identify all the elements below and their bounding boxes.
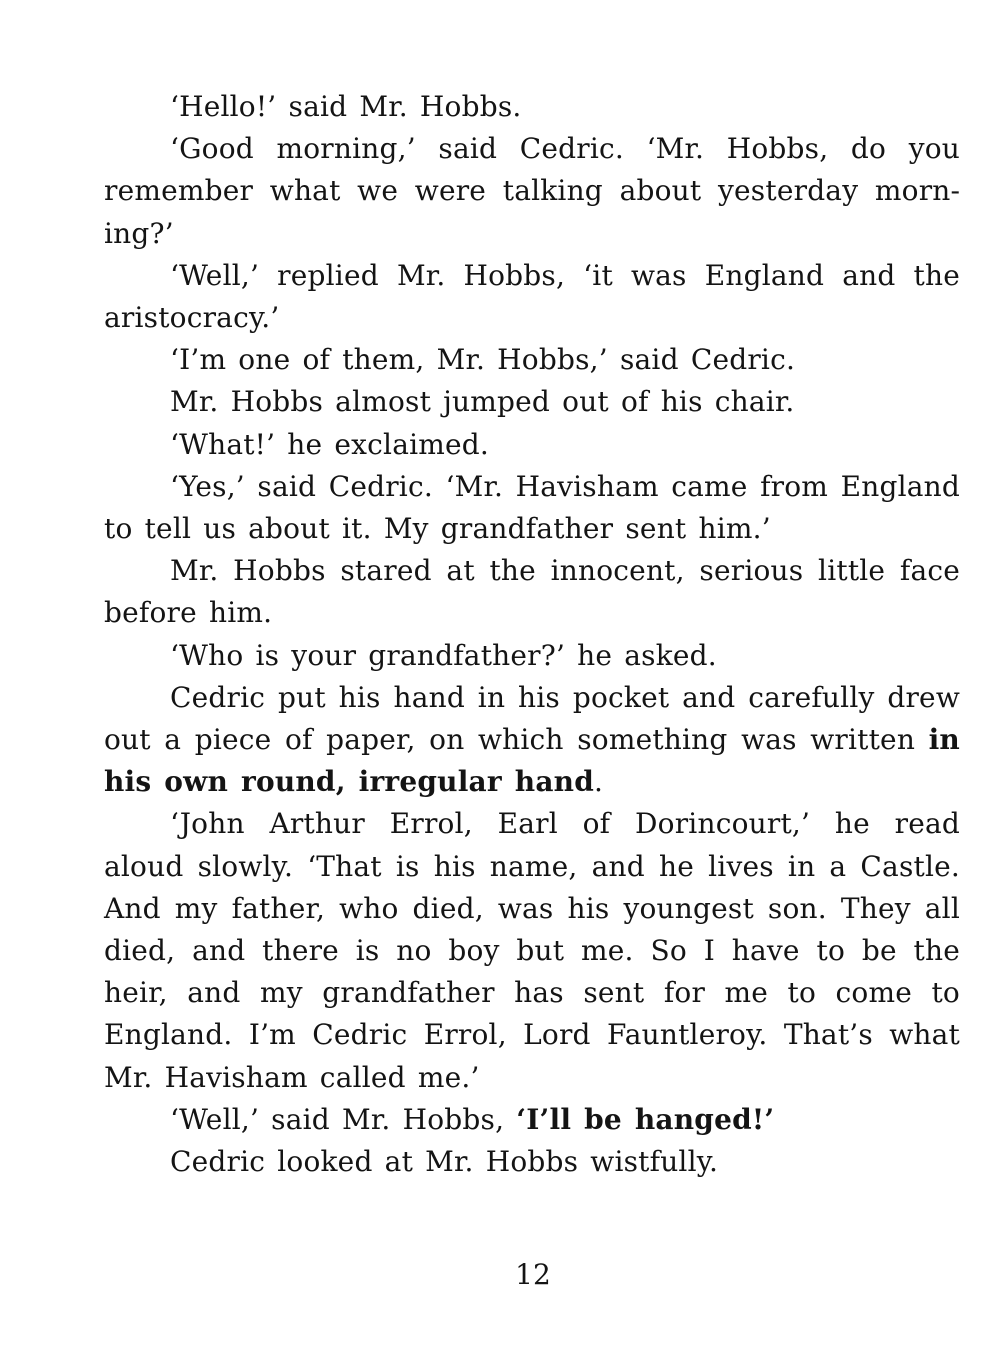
paragraph: ‘Well,’ said Mr. Hobbs, ‘I’ll be hanged!’	[170, 1102, 775, 1136]
paragraph: ‘What!’ he exclaimed.	[170, 427, 490, 461]
paragraph: ‘Hello!’ said Mr. Hobbs.	[170, 90, 522, 123]
paragraph: ‘Well,’ replied Mr. Hobbs, ‘it was England and the aristocracy.’	[104, 258, 960, 335]
paragraph: Cedric put his hand in his pocket and carefully drew out a piece of paper, on which something was written in his own round, irregular hand.	[104, 680, 960, 799]
bold-phrase: ‘I’ll be hanged!’	[516, 1102, 775, 1136]
page-number: 12	[515, 1258, 551, 1291]
bold-phrase: in his own round, irregular hand	[104, 723, 960, 799]
paragraph: Mr. Hobbs stared at the innocent, serious little face before him.	[104, 554, 960, 630]
paragraph: ‘Good morning,’ said Cedric. ‘Mr. Hobbs, do you remember what we were talking about yesterday morning?’	[104, 132, 960, 250]
paragraph: Cedric looked at Mr. Hobbs wistfully.	[170, 1145, 719, 1179]
paragraph: Mr. Hobbs almost jumped out of his chair.	[170, 385, 795, 419]
paragraph: ‘Who is your grandfather?’ he asked.	[170, 638, 717, 672]
paragraph: ‘John Arthur Errol, Earl of Dorincourt,’ he read aloud slowly. ‘That is his name, and he lives in a Castle. And my father, who died, was his youngest son. They all died, and there is no boy but me. So I have to be the heir, and my grandfather has sent for me to come to England. I’m Cedric Errol, Lord Fauntleroy. That’s what Mr. Havisham called me.’	[104, 807, 960, 1094]
page-body	[104, 86, 960, 1183]
paragraph: ‘Yes,’ said Cedric. ‘Mr. Havisham came from England to tell us about it. My grandfather sent him.’	[104, 469, 960, 546]
paragraph: ‘I’m one of them, Mr. Hobbs,’ said Cedric.	[170, 343, 796, 377]
